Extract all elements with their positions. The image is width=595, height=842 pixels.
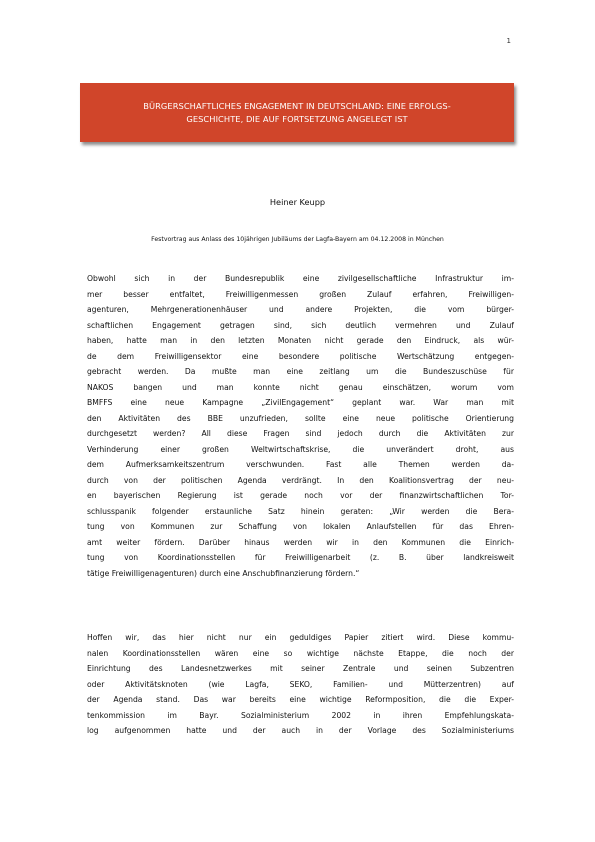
text-line: dem Aufmerksamkeitszentrum verschwunden. Fast alle Themen werden da- [87,460,514,469]
text-line: amt weiter fördern. Darüber hinaus werden wir in den Kommunen die Einrich- [87,537,514,547]
paragraph-2 [87,630,514,739]
text-line: durch von der politischen Agenda verdrängt. In den Koalitionsvertrag der neu- [87,475,514,485]
text-line: haben, hatte man in den letzten Monaten nicht gerade den Eindruck, als wür- [87,336,514,345]
text-line: NAKOS bangen und man konnte nicht genau einschätzen, worum vom [87,382,514,392]
text-line: der Agenda stand. Das war bereits eine wichtige Reformposition, die die Exper- [87,695,514,704]
text-line: Verhinderung einer großen Weltwirtschaftskrise, die unverändert droht, aus [87,444,514,454]
text-line: den Aktivitäten des BBE unzufrieden, sollte eine neue politische Orientierung [87,413,514,423]
text-line: log aufgenommen hatte und der auch in der Vorlage des Sozialministeriums [87,726,514,735]
text-line: oder Aktivitätsknoten (wie Lagfa, SEKO, Familien- und Mütterzentren) auf [87,679,514,689]
text-line: tung von Kommunen zur Schaffung von lokalen Anlaufstellen für das Ehren- [87,522,514,531]
page-number: 1 [506,37,511,45]
text-line: tenkommission im Bayr. Sozialministerium 2002 in ihren Empfehlungskata- [87,710,514,720]
author-name: Heiner Keupp [269,197,326,207]
text-line: schaftlichen Engagement getragen sind, sich deutlich vermehren und Zulauf [87,320,514,330]
text-line: BMFFS eine neue Kampagne „ZivilEngagement“ geplant war. War man mit [87,398,514,407]
paragraph-1 [87,271,514,581]
text-line: Obwohl sich in der Bundesrepublik eine zivilgesellschaftliche Infrastruktur im- [87,274,514,283]
text-line: Hoffen wir, das hier nicht nur ein geduldiges Papier zitiert wird. Diese kommu- [87,633,514,642]
text-line: mer besser entfaltet, Freiwilligenmessen großen Zulauf erfahren, Freiwilligen- [87,289,514,299]
text-line: tätige Freiwilligenagenturen) durch eine Anschubfinanzierung fördern.“ [87,568,360,578]
title-banner [80,83,514,142]
title-line-1: BÜRGERSCHAFTLICHES ENGAGEMENT IN DEUTSCHLAND: EINE ERFOLGS- [143,100,451,111]
text-line: en bayerischen Regierung ist gerade noch vor der finanzwirtschaftlichen Tor- [87,491,514,500]
text-line: agenturen, Mehrgenerationenhäuser und andere Projekten, die vom bürger- [87,305,514,314]
title-line-2: GESCHICHTE, DIE AUF FORTSETZUNG ANGELEGT IST [186,113,408,124]
text-line: tung von Koordinationsstellen für Freiwilligenarbeit (z. B. über landkreisweit [87,553,514,562]
text-line: de dem Freiwilligensektor eine besondere politische Wertschätzung entgegen- [87,351,514,361]
text-line: nalen Koordinationsstellen wären eine so wichtige nächste Etappe, die noch der [87,648,514,658]
text-line: Einrichtung des Landesnetzwerkes mit seiner Zentrale und seinen Subzentren [87,664,514,673]
event-subtitle: Festvortrag aus Anlass des 10jährigen Jubiläums der Lagfa-Bayern am 04.12.2008 in München [151,236,444,243]
text-line: schlusspanik folgender erstaunliche Satz hinein geraten: „Wir werden die Bera- [87,506,514,516]
text-line: durchgesetzt werden? All diese Fragen sind jedoch durch die Aktivitäten zur [87,429,514,438]
text-line: gebracht werden. Da mußte man eine zeitlang um die Bundeszuschüse für [87,367,514,376]
